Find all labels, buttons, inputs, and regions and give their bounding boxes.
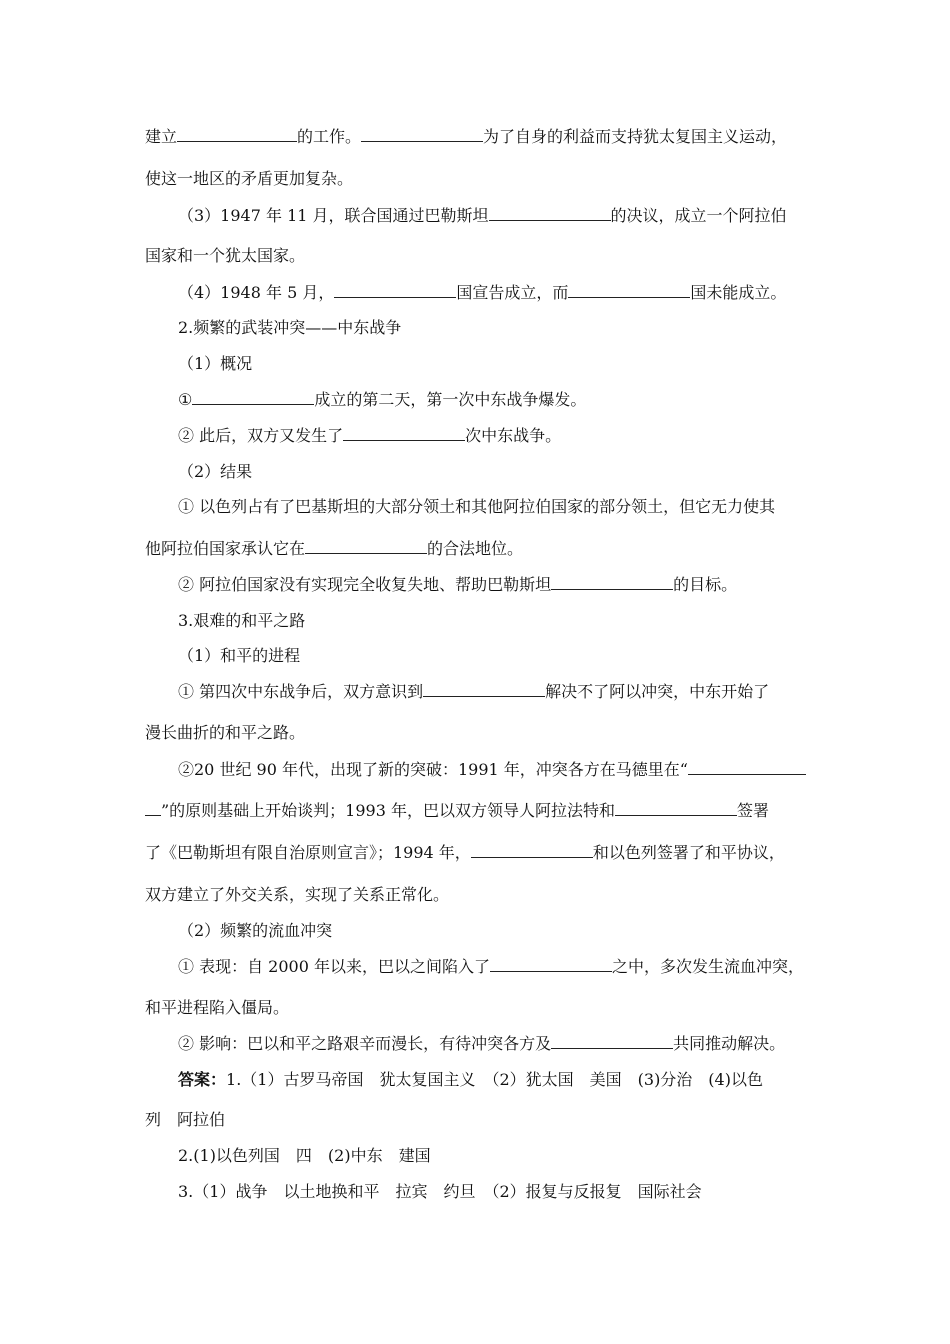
text-line (178, 426, 848, 446)
text-line: 使这一地区的矛盾更加复杂。 (145, 169, 354, 188)
text: 1.（1）古罗马帝国 犹太复国主义 （2）犹太国 美国 (3)分治 (4)以色 (226, 1070, 763, 1089)
subsection-heading: （1）概况 (178, 354, 253, 373)
text: ②20 世纪 90 年代，出现了新的突破：1991 年，冲突各方在马德里在“ (178, 760, 688, 779)
text: 和以色列签署了和平协议， (592, 843, 785, 862)
text: 的工作。 (297, 127, 362, 146)
subsection-heading: （1）和平的进程 (178, 646, 301, 665)
fill-blank (305, 539, 427, 554)
fill-blank (423, 682, 545, 697)
text-line (178, 390, 848, 410)
text-line (178, 1034, 848, 1054)
text-line: 漫长曲折的和平之路。 (145, 723, 306, 742)
fill-blank (192, 390, 314, 405)
answer-line: 2.(1)以色列国 四 (2)中东 建国 (178, 1146, 431, 1165)
fill-blank (177, 127, 297, 142)
text-line: ① 以色列占有了巴基斯坦的大部分领土和其他阿拉伯国家的部分领土，但它无力使其 (178, 497, 776, 516)
answer-line: 3.（1）战争 以土地换和平 拉宾 约旦 （2）报复与反报复 国际社会 (178, 1182, 702, 1201)
text-line (145, 127, 815, 147)
text: 的决议，成立一个阿拉伯 (610, 206, 787, 225)
section-heading: 2.频繁的武装冲突——中东战争 (178, 318, 402, 337)
fill-blank (688, 760, 806, 775)
text-line (145, 801, 815, 821)
text: 之中，多次发生流血冲突， (611, 957, 804, 976)
text-line: 和平进程陷入僵局。 (145, 998, 290, 1017)
text: （4）1948 年 5 月， (178, 283, 335, 302)
text: ② 影响：巴以和平之路艰辛而漫长，有待冲突各方及 (178, 1034, 552, 1053)
fill-blank (551, 575, 673, 590)
text: （3）1947 年 11 月，联合国通过巴勒斯坦 (178, 206, 489, 225)
text: 建立 (145, 127, 178, 146)
text: 次中东战争。 (465, 426, 562, 445)
fill-blank (334, 283, 456, 298)
fill-blank (343, 426, 465, 441)
subsection-heading: （2）结果 (178, 462, 253, 481)
text: 了《巴勒斯坦有限自治原则宣言》；1994 年， (145, 843, 471, 862)
fill-blank (568, 283, 690, 298)
text: 为了自身的利益而支持犹太复国主义运动， (483, 127, 788, 146)
text: ”的原则基础上开始谈判；1993 年，巴以双方领导人阿拉法特和 (161, 801, 615, 820)
text: 国宣告成立，而 (456, 283, 569, 302)
text: ① (178, 390, 193, 409)
text-line: 双方建立了外交关系，实现了关系正常化。 (145, 885, 450, 904)
text: 国未能成立。 (690, 283, 787, 302)
text-line (145, 843, 815, 863)
text: 成立的第二天，第一次中东战争爆发。 (314, 390, 587, 409)
text: 共同推动解决。 (673, 1034, 786, 1053)
text-line (178, 760, 848, 780)
fill-blank (551, 1034, 673, 1049)
text: 的目标。 (673, 575, 738, 594)
text: ① 第四次中东战争后，双方意识到 (178, 682, 424, 701)
text-line (178, 283, 848, 303)
text-line (178, 206, 848, 226)
answer-line (178, 1070, 848, 1090)
text-line (178, 575, 848, 595)
text-line (145, 539, 815, 559)
fill-blank (615, 801, 737, 816)
text: ② 阿拉伯国家没有实现完全收复失地、帮助巴勒斯坦 (178, 575, 552, 594)
answer-label: 答案： (178, 1070, 227, 1089)
text-line (178, 957, 848, 977)
fill-blank (145, 801, 161, 816)
fill-blank (471, 843, 593, 858)
text-line: 国家和一个犹太国家。 (145, 246, 306, 265)
fill-blank (490, 957, 612, 972)
fill-blank (361, 127, 483, 142)
text: ① 表现：自 2000 年以来，巴以之间陷入了 (178, 957, 490, 976)
text: 他阿拉伯国家承认它在 (145, 539, 306, 558)
answer-line: 列 阿拉伯 (145, 1110, 226, 1129)
text-line (178, 682, 806, 702)
text: 的合法地位。 (427, 539, 524, 558)
text: 签署 (737, 801, 770, 820)
fill-blank (489, 206, 611, 221)
text: 解决不了阿以冲突，中东开始了 (545, 682, 770, 701)
subsection-heading: （2）频繁的流血冲突 (178, 921, 333, 940)
text: ② 此后，双方又发生了 (178, 426, 344, 445)
section-heading: 3.艰难的和平之路 (178, 611, 306, 630)
